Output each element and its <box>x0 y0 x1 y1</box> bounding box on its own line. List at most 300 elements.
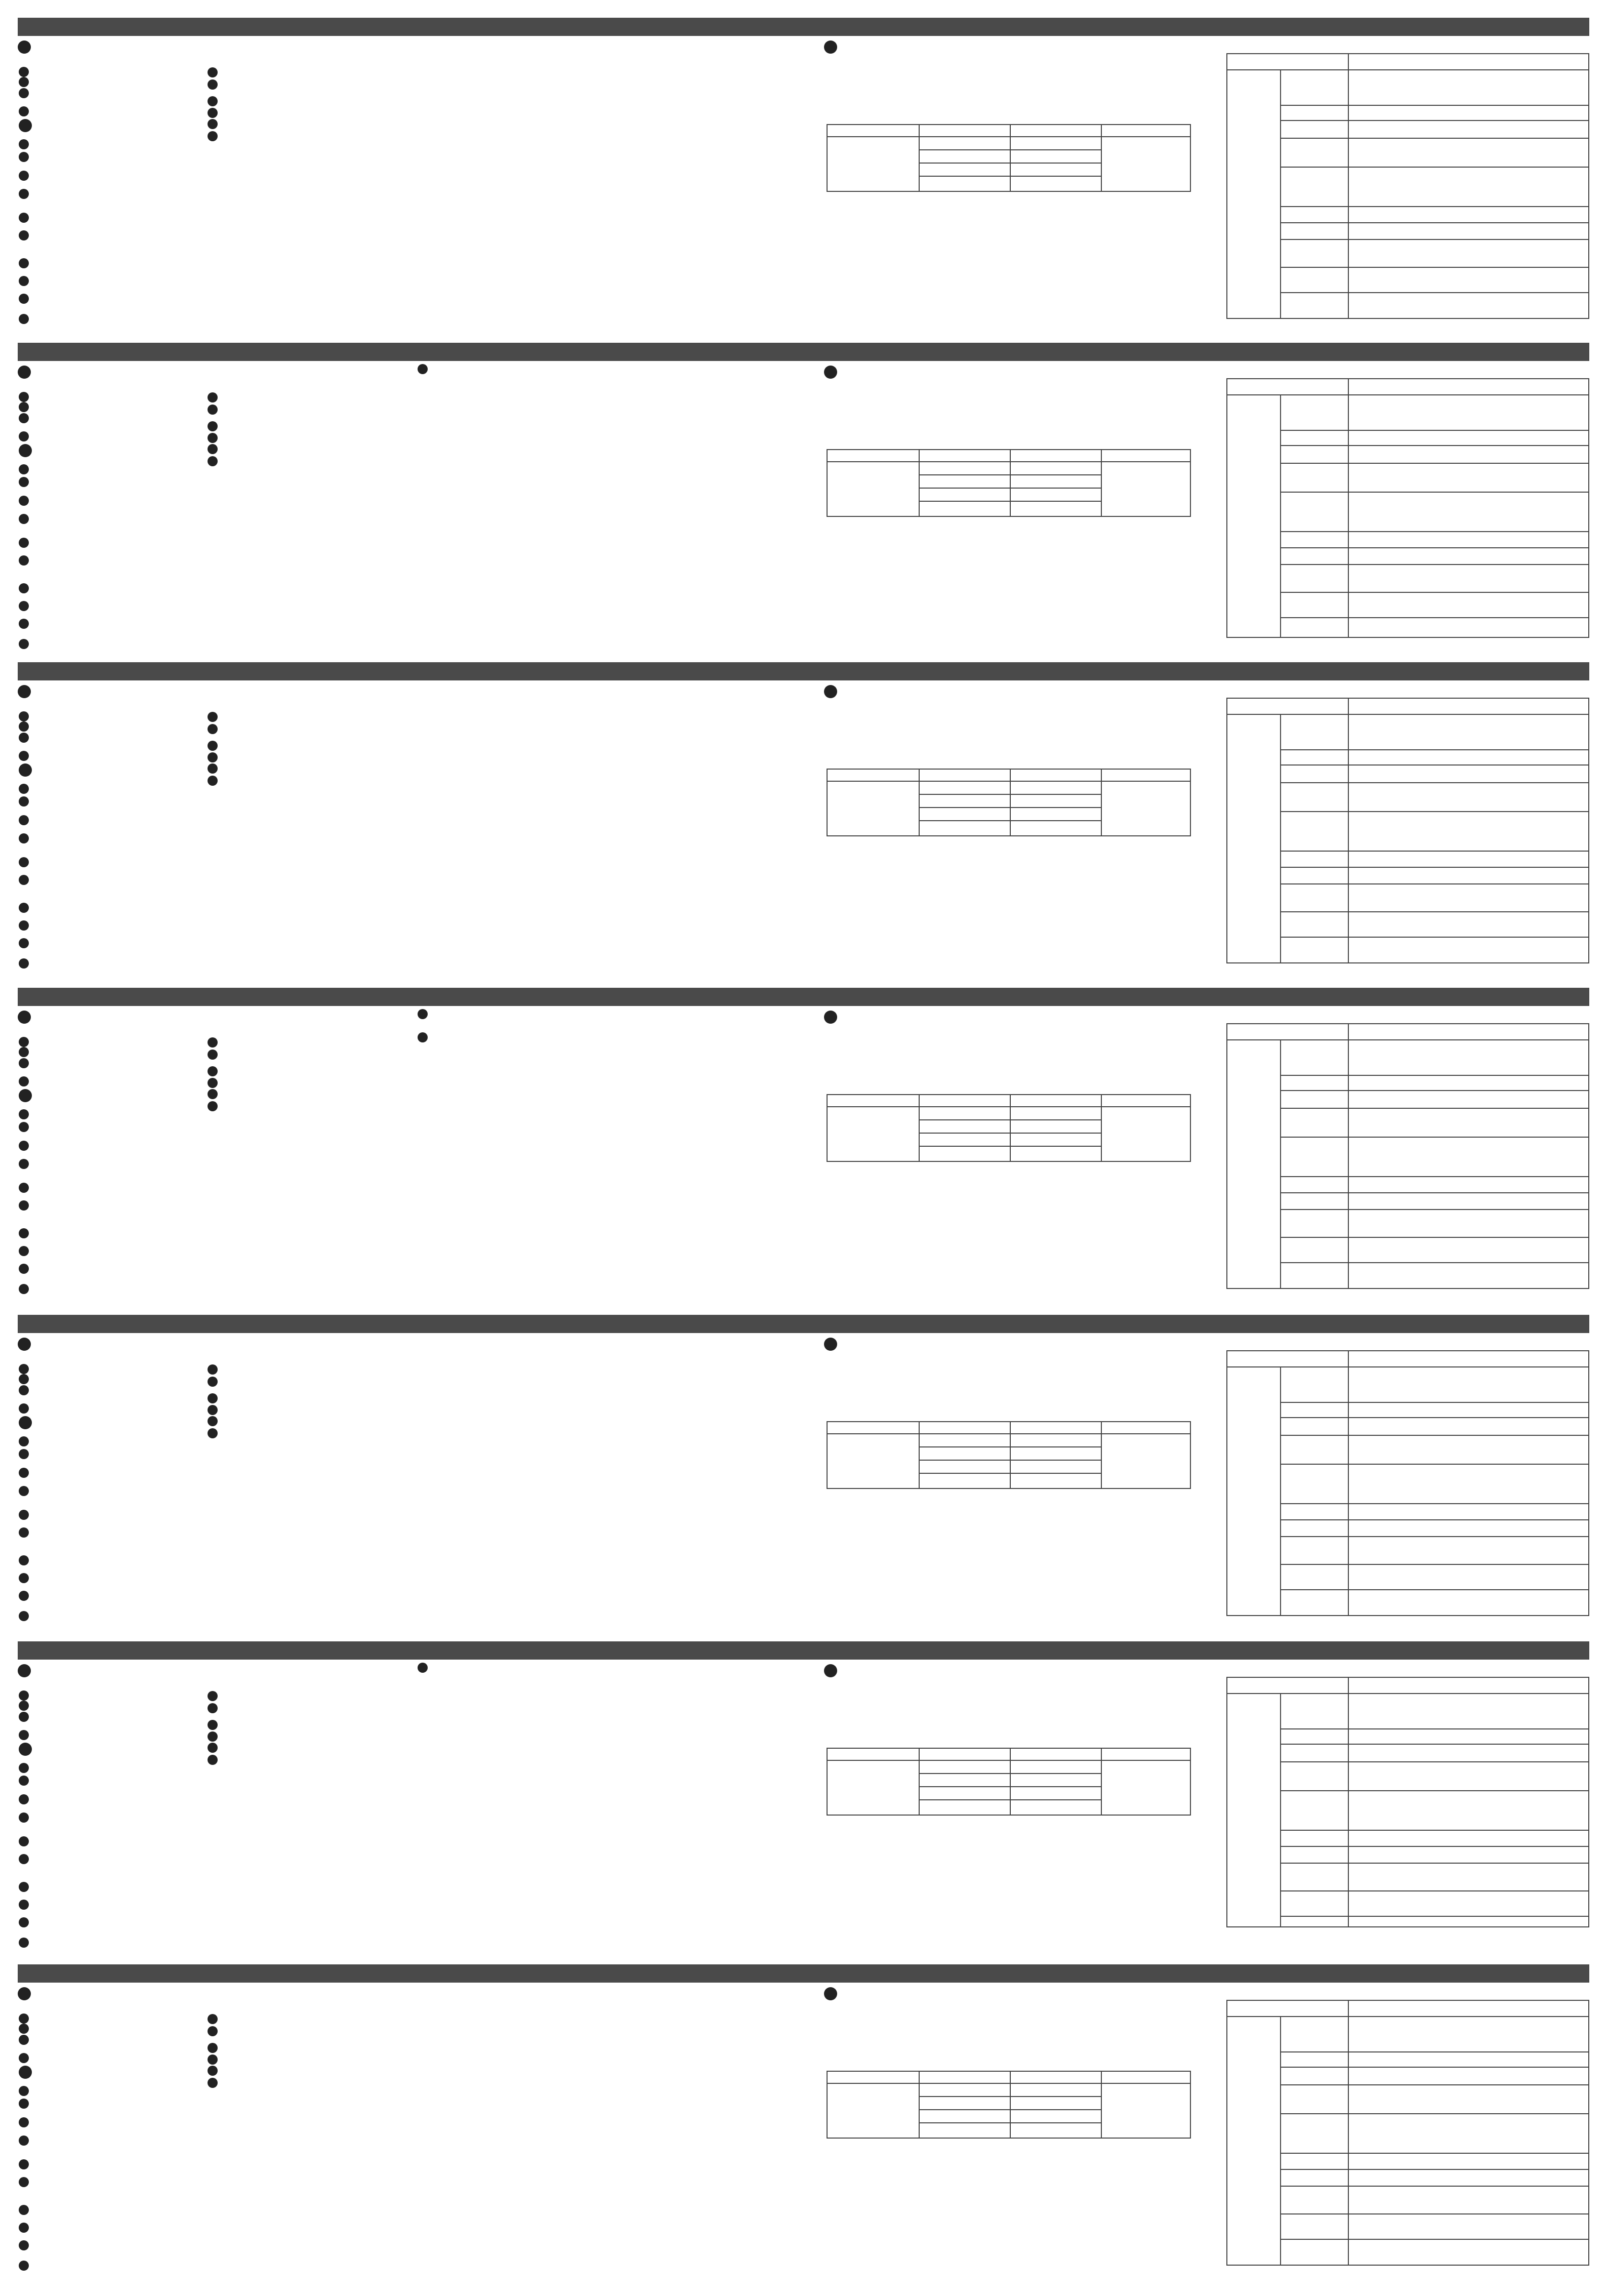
list-bullet-icon <box>208 1393 218 1403</box>
bullet-icon <box>19 1917 29 1927</box>
bullet-icon <box>19 1449 29 1459</box>
bullet-icon <box>19 2086 29 2096</box>
document-section <box>18 343 1589 661</box>
summary-table-column-rule <box>919 2072 920 2138</box>
bullet-icon <box>19 1836 29 1846</box>
bullet-icon <box>19 2261 29 2271</box>
bullet-icon <box>19 189 29 199</box>
list-bullet-icon <box>208 79 218 90</box>
list-bullet-icon <box>208 1405 218 1415</box>
document-section <box>18 1641 1589 1950</box>
bullet-icon <box>19 1436 29 1446</box>
summary-table-row-rule <box>919 807 1101 808</box>
specification-table-row-rule <box>1280 206 1588 207</box>
list-bullet-icon <box>208 456 218 466</box>
list-bullet-icon <box>208 1101 218 1111</box>
bullet-icon <box>19 477 29 487</box>
bullet-icon <box>19 2177 29 2187</box>
summary-table-row-rule <box>919 488 1101 489</box>
bullet-icon <box>19 1938 29 1948</box>
specification-table-row-rule <box>1280 531 1588 532</box>
summary-table-column-rule <box>919 1095 920 1161</box>
section-marker-icon <box>18 1664 31 1677</box>
bullet-icon <box>19 258 29 268</box>
bullet-icon <box>19 1200 29 1211</box>
section-marker-icon <box>18 1338 31 1351</box>
specification-table-row-rule <box>1280 1237 1588 1238</box>
list-bullet-icon <box>208 752 218 762</box>
list-bullet-icon <box>208 444 218 454</box>
specification-table-row-rule <box>1280 1589 1588 1590</box>
table-heading-marker-icon <box>824 366 837 379</box>
specification-table-header-rule <box>1227 714 1588 715</box>
specification-table-row-rule <box>1280 2084 1588 2085</box>
specification-table-row-rule <box>1280 2169 1588 2170</box>
bullet-icon <box>19 538 29 548</box>
summary-table-column-rule <box>1010 1749 1011 1815</box>
specification-table-row-rule <box>1280 851 1588 852</box>
specification-table <box>1226 1350 1589 1616</box>
specification-table-row-rule <box>1280 1417 1588 1418</box>
bullet-icon <box>19 1246 29 1256</box>
list-bullet-icon <box>208 2014 218 2024</box>
specification-table-column-rule <box>1348 699 1349 962</box>
list-bullet-icon <box>208 2066 218 2076</box>
bullet-icon <box>19 784 29 794</box>
section-marker-icon <box>18 1987 31 2000</box>
document-section <box>18 18 1589 342</box>
list-bullet-icon <box>208 1050 218 1060</box>
list-bullet-icon <box>208 1364 218 1375</box>
specification-table-column-rule <box>1280 1366 1281 1615</box>
summary-table-row-rule <box>919 820 1101 821</box>
bullet-icon <box>19 1900 29 1910</box>
specification-table-header-rule <box>1227 1366 1588 1367</box>
list-bullet-icon <box>208 1691 218 1701</box>
bullet-icon <box>19 1776 29 1786</box>
list-bullet-icon <box>208 2026 218 2036</box>
specification-table-row-rule <box>1280 1262 1588 1263</box>
bullet-icon <box>19 139 29 149</box>
bullet-icon <box>19 555 29 566</box>
list-bullet-icon <box>208 1037 218 1048</box>
specification-table-row-rule <box>1280 883 1588 884</box>
specification-table-row-rule <box>1280 1464 1588 1465</box>
specification-table-row-rule <box>1280 1108 1588 1109</box>
section-header-bar <box>18 18 1589 36</box>
specification-table-row-rule <box>1280 445 1588 446</box>
summary-table <box>827 1094 1191 1162</box>
bullet-icon <box>19 1527 29 1538</box>
bullet-icon <box>19 875 29 885</box>
specification-table-row-rule <box>1280 764 1588 766</box>
list-bullet-icon <box>208 119 218 129</box>
specification-table-row-rule <box>1280 782 1588 783</box>
specification-table-row-rule <box>1280 492 1588 493</box>
bullet-icon <box>19 601 29 611</box>
specification-table-row-rule <box>1280 592 1588 593</box>
summary-table-row-rule <box>919 1446 1101 1447</box>
list-bullet-icon <box>208 724 218 734</box>
specification-table-row-rule <box>1280 1790 1588 1791</box>
summary-table-row-rule <box>919 1799 1101 1800</box>
bullet-icon <box>19 1089 32 1102</box>
bullet-icon <box>19 1730 29 1740</box>
bullet-icon <box>19 903 29 913</box>
bullet-icon <box>19 1468 29 1478</box>
bullet-icon <box>19 1159 29 1169</box>
table-heading-marker-icon <box>824 1011 837 1024</box>
section-header-bar <box>18 1315 1589 1333</box>
summary-table-row-rule <box>919 1773 1101 1774</box>
bullet-icon <box>19 2223 29 2233</box>
bullet-icon <box>19 1076 29 1086</box>
summary-table-column-rule <box>1010 125 1011 191</box>
bullet-icon <box>19 1385 29 1395</box>
bullet-icon <box>19 763 32 777</box>
summary-table-column-rule <box>1101 125 1102 191</box>
summary-table-column-rule <box>919 450 920 516</box>
specification-table-row-rule <box>1280 2153 1588 2154</box>
bullet-icon <box>19 496 29 506</box>
bullet-icon <box>19 2066 32 2079</box>
summary-table-column-rule <box>1010 1095 1011 1161</box>
list-bullet-icon <box>208 1731 218 1742</box>
bullet-icon <box>19 2240 29 2250</box>
specification-table-row-rule <box>1280 1435 1588 1436</box>
bullet-icon <box>19 431 29 441</box>
bullet-icon <box>19 1109 29 1119</box>
specification-table-row-rule <box>1280 1916 1588 1917</box>
specification-table-column-rule <box>1280 714 1281 962</box>
bullet-icon <box>19 1690 29 1701</box>
summary-table-row-rule <box>919 1146 1101 1147</box>
summary-table <box>827 769 1191 836</box>
list-bullet-icon <box>208 1743 218 1753</box>
bullet-icon <box>19 751 29 761</box>
summary-table-column-rule <box>1101 1422 1102 1488</box>
specification-table-row-rule <box>1280 749 1588 750</box>
summary-table-column-rule <box>1010 770 1011 835</box>
bullet-icon <box>19 1510 29 1520</box>
summary-table-column-rule <box>1101 1749 1102 1815</box>
summary-table-row-rule <box>919 1473 1101 1474</box>
bullet-icon <box>19 1122 29 1132</box>
specification-table-row-rule <box>1280 937 1588 938</box>
summary-table-header-rule <box>828 2083 1190 2084</box>
bullet-icon <box>19 733 29 743</box>
table-heading-marker-icon <box>824 41 837 54</box>
bullet-icon <box>19 2013 29 2024</box>
section-marker-icon <box>18 1011 31 1024</box>
summary-table-row-rule <box>919 1786 1101 1787</box>
bullet-icon <box>19 857 29 867</box>
bullet-icon <box>19 1374 29 1384</box>
summary-table <box>827 1421 1191 1489</box>
specification-table-row-rule <box>1280 2239 1588 2240</box>
bullet-icon <box>19 2053 29 2063</box>
bullet-icon <box>19 171 29 181</box>
summary-table-column-rule <box>919 125 920 191</box>
bullet-icon <box>19 1284 29 1294</box>
bullet-icon <box>19 2205 29 2215</box>
bullet-icon <box>19 77 29 87</box>
summary-table-column-rule <box>1010 1422 1011 1488</box>
specification-table-row-rule <box>1280 1503 1588 1504</box>
list-bullet-icon <box>208 433 218 443</box>
bullet-icon <box>19 583 29 593</box>
bullet-icon <box>19 88 29 98</box>
specification-table-row-rule <box>1280 463 1588 464</box>
specification-table-row-rule <box>1280 1728 1588 1729</box>
specification-table-row-rule <box>1280 1519 1588 1520</box>
specification-table-row-rule <box>1280 222 1588 223</box>
list-bullet-icon <box>208 108 218 118</box>
bullet-icon <box>19 721 29 732</box>
summary-table-row-rule <box>919 176 1101 177</box>
specification-table <box>1226 1677 1589 1927</box>
specification-table-row-rule <box>1280 1564 1588 1565</box>
bullet-icon <box>19 1743 32 1756</box>
bullet-icon <box>19 1854 29 1864</box>
list-bullet-icon <box>208 1089 218 1099</box>
list-bullet-icon <box>208 392 218 402</box>
list-bullet-icon <box>208 2043 218 2053</box>
bullet-icon <box>19 815 29 825</box>
summary-table-row-rule <box>919 2096 1101 2097</box>
specification-table-row-rule <box>1280 267 1588 268</box>
specification-table-column-rule <box>1348 379 1349 637</box>
list-bullet-icon <box>208 776 218 786</box>
specification-table-column-rule <box>1348 1678 1349 1926</box>
bullet-icon <box>19 276 29 286</box>
bullet-icon <box>19 1882 29 1892</box>
specification-table <box>1226 378 1589 638</box>
list-bullet-icon <box>208 1066 218 1076</box>
specification-table-row-rule <box>1280 1846 1588 1847</box>
summary-table-row-rule <box>919 1133 1101 1134</box>
specification-table-header-rule <box>1227 1039 1588 1040</box>
bullet-icon <box>19 514 29 524</box>
bullet-icon <box>19 1228 29 1238</box>
bullet-icon <box>19 152 29 162</box>
bullet-icon <box>19 1264 29 1274</box>
summary-table-column-rule <box>1101 450 1102 516</box>
summary-table-row-rule <box>919 149 1101 150</box>
specification-table-column-rule <box>1280 2016 1281 2265</box>
note-marker-icon <box>418 364 428 374</box>
list-bullet-icon <box>208 96 218 106</box>
summary-table-row-rule <box>919 501 1101 502</box>
specification-table-column-rule <box>1348 1024 1349 1288</box>
summary-table-column-rule <box>1101 1095 1102 1161</box>
document-section <box>18 662 1589 986</box>
section-header-bar <box>18 343 1589 361</box>
specification-table-column-rule <box>1348 54 1349 318</box>
bullet-icon <box>19 1555 29 1565</box>
summary-table <box>827 449 1191 517</box>
summary-table <box>827 1748 1191 1816</box>
list-bullet-icon <box>208 1755 218 1765</box>
specification-table <box>1226 698 1589 963</box>
section-header-bar <box>18 988 1589 1006</box>
bullet-icon <box>19 711 29 721</box>
table-heading-marker-icon <box>824 1987 837 2000</box>
note-marker-icon <box>418 1009 428 1019</box>
bullet-icon <box>19 1591 29 1601</box>
specification-table-row-rule <box>1280 547 1588 548</box>
summary-table-header-rule <box>828 1433 1190 1434</box>
list-bullet-icon <box>208 1703 218 1713</box>
list-bullet-icon <box>208 1416 218 1426</box>
summary-table-row-rule <box>919 1119 1101 1120</box>
bullet-icon <box>19 294 29 304</box>
specification-table-row-rule <box>1280 138 1588 139</box>
specification-table-row-rule <box>1280 120 1588 121</box>
specification-table-header-rule <box>1227 69 1588 70</box>
bullet-icon <box>19 230 29 240</box>
note-marker-icon <box>418 1663 428 1673</box>
specification-table-row-rule <box>1280 292 1588 293</box>
list-bullet-icon <box>208 1377 218 1387</box>
bullet-icon <box>19 1037 29 1047</box>
specification-table <box>1226 53 1589 319</box>
list-bullet-icon <box>208 712 218 722</box>
specification-table-row-rule <box>1280 105 1588 106</box>
summary-table-column-rule <box>919 770 920 835</box>
bullet-icon <box>19 938 29 948</box>
summary-table-header-rule <box>828 136 1190 137</box>
specification-table-row-rule <box>1280 1830 1588 1831</box>
summary-table <box>827 124 1191 192</box>
list-bullet-icon <box>208 405 218 415</box>
specification-table-row-rule <box>1280 1192 1588 1193</box>
list-bullet-icon <box>208 131 218 141</box>
bullet-icon <box>19 1416 32 1429</box>
section-marker-icon <box>18 685 31 698</box>
summary-table-column-rule <box>919 1749 920 1815</box>
summary-table-header-rule <box>828 781 1190 782</box>
section-header-bar <box>18 1641 1589 1660</box>
summary-table-header-rule <box>828 1106 1190 1107</box>
specification-table-column-rule <box>1280 1039 1281 1288</box>
bullet-icon <box>19 619 29 629</box>
bullet-icon <box>19 1573 29 1583</box>
bullet-icon <box>19 1611 29 1621</box>
bullet-icon <box>19 1701 29 1711</box>
bullet-icon <box>19 1047 29 1057</box>
summary-table-row-rule <box>919 163 1101 164</box>
specification-table-row-rule <box>1280 1761 1588 1762</box>
bullet-icon <box>19 1486 29 1496</box>
specification-table-row-rule <box>1280 1890 1588 1891</box>
bullet-icon <box>19 639 29 649</box>
bullet-icon <box>19 833 29 843</box>
specification-table-row-rule <box>1280 1137 1588 1138</box>
specification-table-row-rule <box>1280 239 1588 240</box>
bullet-icon <box>19 119 32 132</box>
summary-table-header-rule <box>828 461 1190 462</box>
list-bullet-icon <box>208 421 218 431</box>
bullet-icon <box>19 796 29 807</box>
bullet-icon <box>19 106 29 116</box>
summary-table-column-rule <box>1101 2072 1102 2138</box>
bullet-icon <box>19 444 32 457</box>
bullet-icon <box>19 958 29 969</box>
bullet-icon <box>19 1763 29 1773</box>
specification-table-row-rule <box>1280 911 1588 912</box>
section-header-bar <box>18 1964 1589 1983</box>
specification-table-row-rule <box>1280 867 1588 868</box>
document-section <box>18 1964 1589 2288</box>
summary-table-row-rule <box>919 2109 1101 2110</box>
specification-table-row-rule <box>1280 2067 1588 2068</box>
bullet-icon <box>19 920 29 931</box>
list-bullet-icon <box>208 763 218 774</box>
specification-table-row-rule <box>1280 1090 1588 1091</box>
summary-table-column-rule <box>1010 450 1011 516</box>
specification-table-row-rule <box>1280 1209 1588 1210</box>
summary-table-row-rule <box>919 794 1101 795</box>
bullet-icon <box>19 2024 29 2034</box>
bullet-icon <box>19 2099 29 2109</box>
list-bullet-icon <box>208 67 218 77</box>
specification-table-row-rule <box>1280 2213 1588 2214</box>
specification-table-column-rule <box>1280 69 1281 318</box>
section-marker-icon <box>18 366 31 379</box>
summary-table-row-rule <box>919 1460 1101 1461</box>
specification-table-row-rule <box>1280 1744 1588 1745</box>
bullet-icon <box>19 314 29 324</box>
section-marker-icon <box>18 41 31 54</box>
list-bullet-icon <box>208 1720 218 1730</box>
list-bullet-icon <box>208 741 218 751</box>
bullet-icon <box>19 1812 29 1823</box>
specification-table-row-rule <box>1280 2186 1588 2187</box>
bullet-icon <box>19 2136 29 2146</box>
bullet-icon <box>19 392 29 402</box>
summary-table-column-rule <box>919 1422 920 1488</box>
bullet-icon <box>19 1058 29 1068</box>
bullet-icon <box>19 1183 29 1193</box>
bullet-icon <box>19 1141 29 1151</box>
specification-table-row-rule <box>1280 430 1588 431</box>
table-heading-marker-icon <box>824 1664 837 1677</box>
specification-table-row-rule <box>1280 1176 1588 1177</box>
table-heading-marker-icon <box>824 1338 837 1351</box>
bullet-icon <box>19 213 29 223</box>
specification-table-row-rule <box>1280 1402 1588 1403</box>
bullet-icon <box>19 1364 29 1374</box>
bullet-icon <box>19 413 29 423</box>
specification-table-row-rule <box>1280 811 1588 812</box>
specification-table <box>1226 1023 1589 1289</box>
bullet-icon <box>19 2035 29 2045</box>
section-header-bar <box>18 662 1589 680</box>
specification-table-row-rule <box>1280 2051 1588 2052</box>
list-bullet-icon <box>208 1078 218 1088</box>
specification-table-row-rule <box>1280 1863 1588 1864</box>
note-marker-icon <box>418 1032 428 1042</box>
list-bullet-icon <box>208 1428 218 1438</box>
bullet-icon <box>19 67 29 77</box>
specification-table-row-rule <box>1280 2113 1588 2114</box>
bullet-icon <box>19 402 29 412</box>
bullet-icon <box>19 464 29 474</box>
specification-table-header-rule <box>1227 394 1588 395</box>
specification-table-row-rule <box>1280 564 1588 565</box>
list-bullet-icon <box>208 2055 218 2065</box>
